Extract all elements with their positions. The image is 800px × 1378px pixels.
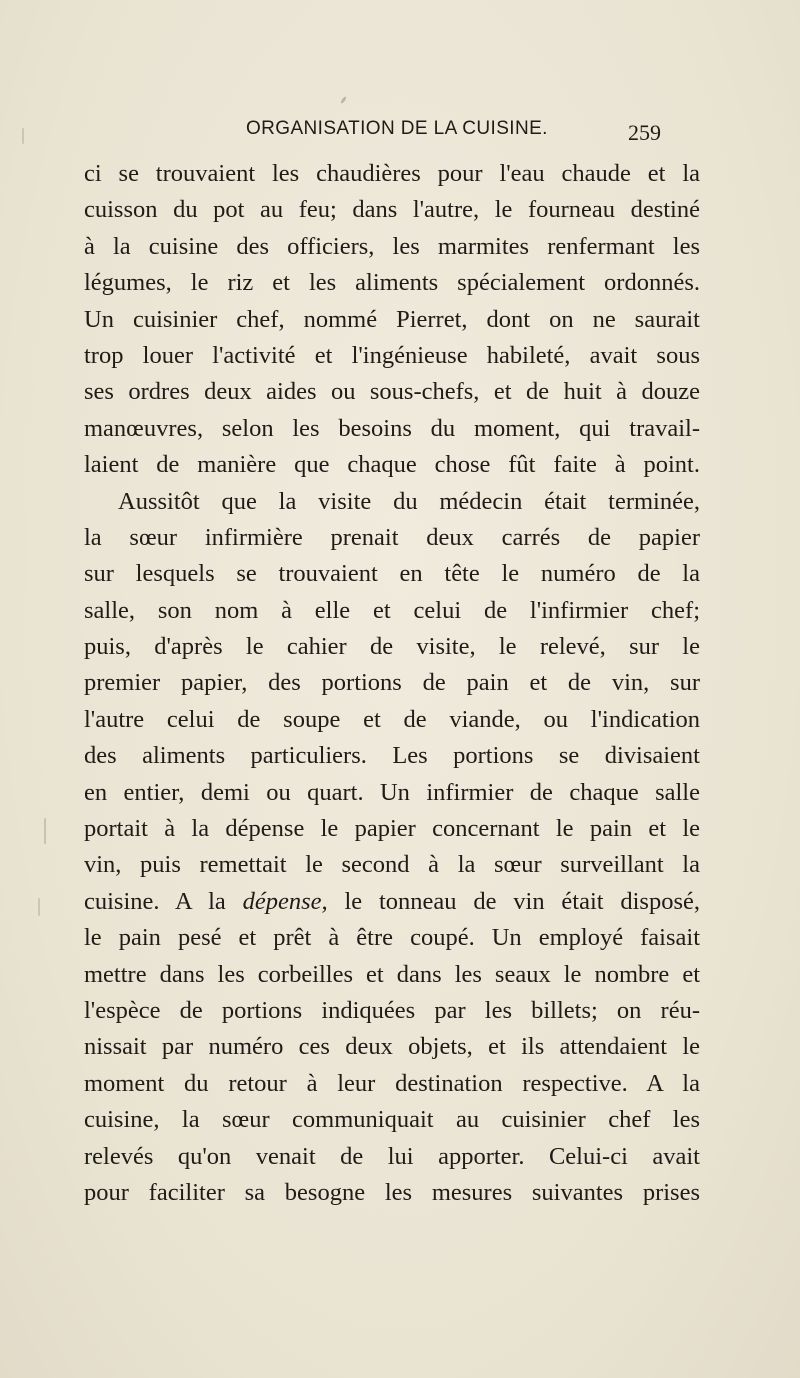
text-line: ci se trouvaient les chaudières pour l'eau chaude et la [84, 160, 700, 187]
text-line: l'autre celui de soupe et de viande, ou l'indication [84, 705, 700, 733]
text-line: salle, son nom à elle et celui de l'infirmier chef; [84, 596, 700, 624]
text-line: cuisine, la sœur communiquait au cuisinier chef les [84, 1106, 700, 1134]
text-line: moment du retour à leur destination respective. A la [84, 1069, 700, 1097]
page-number: 259 [628, 120, 661, 145]
text-line: la sœur infirmière prenait deux carrés de papier [84, 523, 700, 551]
text-line: le pain pesé et prêt à être coupé. Un employé faisait [84, 924, 700, 952]
text-line: nissait par numéro ces deux objets, et ils attendaient le [84, 1033, 700, 1061]
text-line: portait à la dépense le papier concernant le pain et le [84, 815, 700, 843]
text-line: vin, puis remettait le second à la sœur surveillant la [84, 851, 700, 879]
text-line: manœuvres, selon les besoins du moment, qui travail- [84, 414, 700, 442]
italic-term: dépense, [242, 887, 328, 915]
paper-speck [44, 818, 46, 844]
text-line: légumes, le riz et les aliments spécialement ordonnés. [84, 269, 700, 297]
text-line: sur lesquels se trouvaient en tête le numéro de la [84, 560, 700, 588]
text-line: relevés qu'on venait de lui apporter. Celui-ci avait [84, 1142, 700, 1170]
text-line: l'espèce de portions indiquées par les billets; on réu- [84, 996, 700, 1024]
body-text [84, 156, 700, 1211]
text-line: premier papier, des portions de pain et de vin, sur [84, 669, 700, 697]
text-line: mettre dans les corbeilles et dans les seaux le nombre et [84, 960, 700, 988]
text-line: Un cuisinier chef, nommé Pierret, dont on ne saurait [84, 305, 700, 333]
text-line: pour faciliter sa besogne les mesures suivantes prises [84, 1178, 700, 1206]
text-line: à la cuisine des officiers, les marmites renfermant les [84, 232, 700, 260]
text-line: Aussitôt que la visite du médecin était terminée, [118, 487, 700, 515]
paper-speck [340, 96, 347, 104]
text-segment: cuisine. A la [84, 887, 226, 915]
text-segment: le tonneau de vin était disposé, [344, 887, 700, 915]
text-line: cuisson du pot au feu; dans l'autre, le fourneau destiné [84, 196, 700, 224]
text-line: des aliments particuliers. Les portions se divisaient [84, 742, 700, 770]
paper-speck [38, 898, 40, 916]
running-head: ORGANISATION DE LA CUISINE. [246, 118, 548, 139]
text-line: trop louer l'activité et l'ingénieuse habileté, avait sous [84, 341, 700, 369]
text-line: laient de manière que chaque chose fût faite à point. [84, 451, 700, 479]
text-line: en entier, demi ou quart. Un infirmier de chaque salle [84, 778, 700, 806]
text-line: ses ordres deux aides ou sous-chefs, et de huit à douze [84, 378, 700, 406]
text-line-mixed [84, 884, 700, 920]
paper-speck [22, 128, 24, 144]
text-line: puis, d'après le cahier de visite, le relevé, sur le [84, 633, 700, 661]
